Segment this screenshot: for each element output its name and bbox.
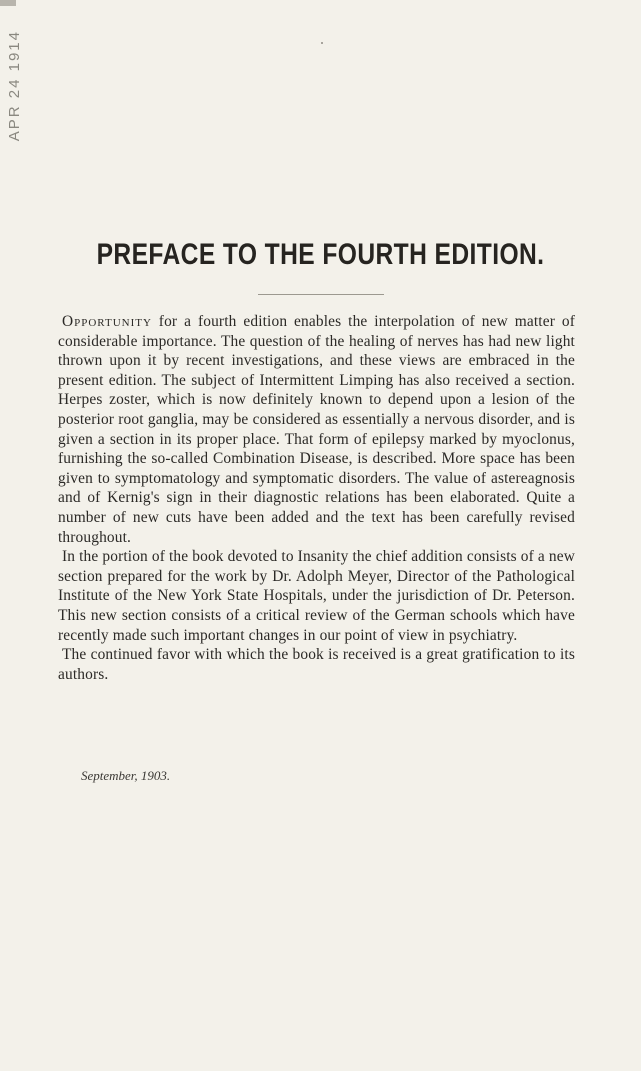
speck-mark (321, 42, 323, 44)
library-stamp: APR 24 1914 (6, 30, 23, 142)
title-rule (258, 294, 384, 295)
corner-mark (0, 0, 16, 6)
paragraph-1-lead: Opportunity (62, 313, 152, 330)
preface-date: September, 1903. (81, 768, 171, 783)
paragraph-3: The continued favor with which the book is received is a great gratification to its authors. (58, 646, 575, 683)
preface-body (58, 312, 575, 684)
paragraph-1 (58, 312, 575, 547)
paragraph-2: In the portion of the book devoted to Insanity the chief addition consists of a new section prepared for the work by Dr. Adolph Meyer, Director of the Pathological Institute of the New York State Hospitals, under the jurisdiction of Dr. Peterson. This new section consists of a critical review of the German schools which have recently made such important changes in our point of view in psychiatry. (58, 548, 575, 644)
paragraph-1-text: for a fourth edition enables the interpolation of new matter of considerable importance. The question of the healing of nerves has had new light thrown upon it by recent investigations, and these views are embraced in the present edition. The subject of Intermittent Limping has also received a section. Herpes zoster, which is now definitely known to depend upon a lesion of the posterior root ganglia, may be considered as essentially a nervous disorder, and is given a section in its proper place. That form of epilepsy marked by myoclonus, furnishing the so-called Combination Disease, is described. More space has been given to symptomatology and symptomatic disorders. The value of astereagnosis and of Kernig's sign in their diagnostic relations has been elaborated. Quite a number of new cuts have been added and the text has been carefully revised throughout. (58, 313, 575, 546)
page-title: PREFACE TO THE FOURTH EDITION. (96, 238, 545, 271)
